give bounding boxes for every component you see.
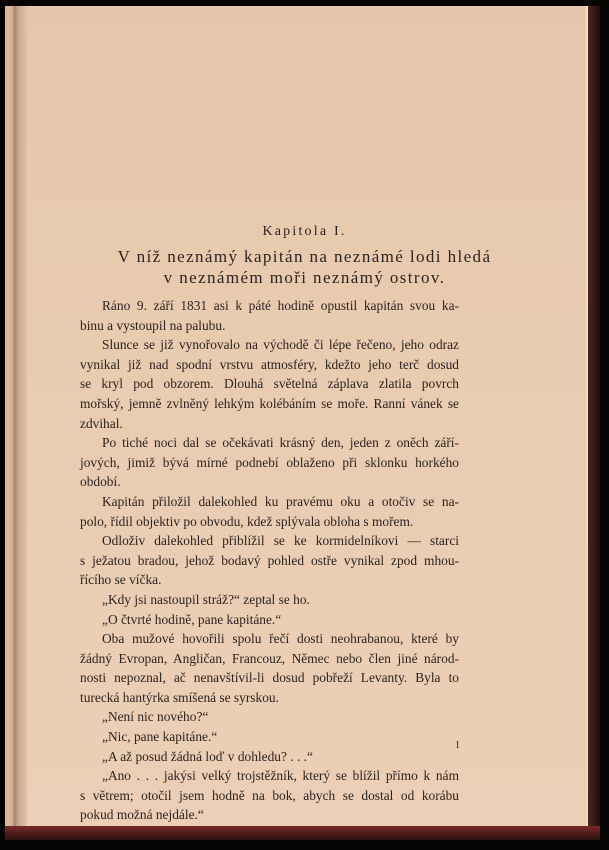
book-binding-edge: [588, 6, 600, 840]
text-line: Oba mužové hovořili spolu řečí dosti neohrabanou, které by: [102, 631, 459, 647]
text-line: Kapitán přiložil dalekohled ku pravému oku a otočiv se na-: [102, 493, 459, 509]
text-line: se kryl pod obzorem. Dlouhá světelná záplava zlatila povrch: [80, 376, 459, 392]
text-line: s ježatou bradou, jehož bodavý pohled ostře vynikal zpod mhou-: [80, 552, 459, 568]
text-line: jových, jimiž bývá mírné podnebí oblaženo při sklonku horkého: [80, 454, 459, 470]
page-number: 1: [455, 740, 460, 751]
text-line: žádný Evropan, Angličan, Francouz, Němec nebo člen jiné národ-: [80, 650, 459, 666]
text-line: polo, řídil objektiv po obvodu, kdež splývala obloha s mořem.: [80, 513, 414, 529]
chapter-title-line: v neznámém moři neznámý ostrov.: [163, 268, 446, 287]
body-text: [80, 296, 459, 825]
text-line: binu a vystoupil na palubu.: [80, 317, 226, 333]
text-line: Odloživ dalekohled přiblížil se ke kormidelníkovi — starci: [102, 533, 459, 549]
text-line: Slunce se již vynořovalo na východě či lépe řečeno, jeho odraz: [102, 337, 459, 353]
text-line: s větrem; otočil jsem hodně na bok, abych se dostal od korábu: [80, 787, 459, 803]
chapter-title-line: V níž neznámý kapitán na neznámé lodi hledá: [117, 247, 492, 266]
text-line: Ráno 9. září 1831 asi k páté hodině opustil kapitán svou ka-: [102, 298, 459, 313]
text-line: zdvihal.: [80, 415, 123, 431]
text-line: pokud možná nejdále.“: [80, 807, 204, 823]
text-line: „O čtvrté hodině, pane kapitáne.“: [102, 611, 282, 627]
page-gutter: [5, 6, 27, 827]
text-line: období.: [80, 474, 121, 490]
book-cover-edge: [5, 826, 600, 840]
text-line: vynikal již nad spodní vrstvu atmosféry, kdežto jeho terč dosud: [80, 356, 459, 372]
chapter-heading: Kapitola I.: [262, 224, 347, 239]
text-line: „Nic, pane kapitáne.“: [102, 729, 218, 745]
text-line: „Není nic nového?“: [102, 709, 209, 725]
text-line: nosti nepoznal, ač nenavštívil-li dosud pobřeží Levanty. Byla to: [80, 670, 459, 686]
text-line: mořský, jemně zvlněný lehkým kolébáním se moře. Ranní vánek se: [80, 395, 459, 411]
chapter-title: [0, 246, 609, 288]
text-line: řícího se víčka.: [80, 572, 162, 588]
text-line: „Kdy jsi nastoupil stráž?“ zeptal se ho.: [102, 591, 310, 607]
text-line: Po tiché noci dal se očekávati krásný den, jeden z oněch září-: [102, 435, 459, 451]
text-line: turecká hantýrka smíšená se syrskou.: [80, 689, 279, 705]
text-line: „A až posud žádná loď v dohledu? . . .“: [102, 748, 313, 764]
text-line: „Ano . . . jakýsi velký trojstěžník, který se blížil přímo k nám: [102, 768, 459, 784]
